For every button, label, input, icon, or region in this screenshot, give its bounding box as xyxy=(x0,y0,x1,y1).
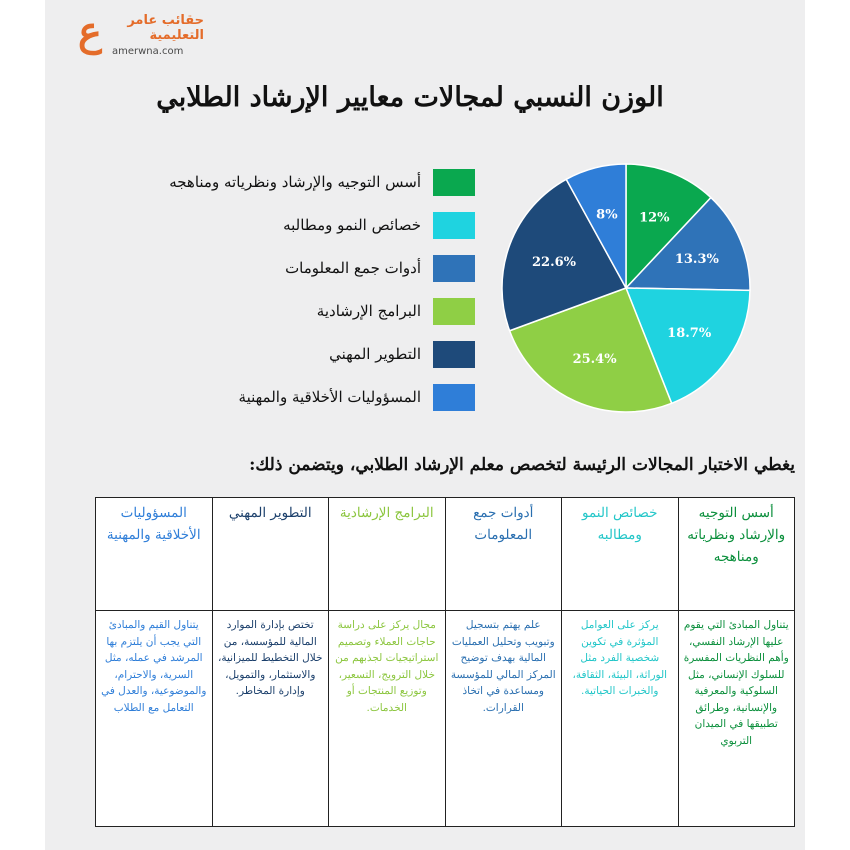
logo xyxy=(78,10,218,60)
legend-item xyxy=(110,383,475,411)
table-cell: يتناول القيم والمبادئ التي يجب أن يلتزم بها المرشد في عمله، مثل السرية، والاحترام، والموضوعية، والعدل في التعامل مع الطلاب xyxy=(96,611,213,827)
table-header-cell: أسس التوجيه والإرشاد ونظرياته ومناهجه xyxy=(678,498,795,611)
table-header-cell: المسؤوليات الأخلاقية والمهنية xyxy=(96,498,213,611)
table-cell: علم يهتم بتسجيل وتبويب وتحليل العمليات المالية بهدف توضيح المركز المالي للمؤسسة ومساعدة في اتخاذ القرارات. xyxy=(445,611,562,827)
table-cell: مجال يركز على دراسة حاجات العملاء وتصميم استراتيجيات لجذبهم من خلال الترويج، التسعير، وتوزيع المنتجات أو الخدمات. xyxy=(329,611,446,827)
table-row xyxy=(96,611,795,827)
legend-swatch xyxy=(433,298,475,325)
pie-data-label: 13.3% xyxy=(674,252,719,268)
table-header-cell: البرامج الإرشادية xyxy=(329,498,446,611)
legend-label: البرامج الإرشادية xyxy=(316,302,421,320)
legend-item xyxy=(110,297,475,325)
pie-data-label: 12% xyxy=(639,210,670,226)
legend-item xyxy=(110,340,475,368)
pie-data-label: 18.7% xyxy=(667,325,712,341)
table-cell: تختص بإدارة الموارد المالية للمؤسسة، من خلال التخطيط للميزانية، والاستثمار، والتمويل، وإدارة المخاطر. xyxy=(212,611,329,827)
legend-item xyxy=(110,211,475,239)
pie-data-label: 22.6% xyxy=(531,255,577,271)
table-header-row xyxy=(96,498,795,611)
logo-mark-icon: ع xyxy=(78,8,102,55)
table-cell: يركز على العوامل المؤثرة في تكوين شخصية الفرد مثل الوراثة، البيئة، الثقافة، والخبرات الحياتية. xyxy=(562,611,679,827)
legend-item xyxy=(110,254,475,282)
pie-data-label: 25.4% xyxy=(572,352,617,368)
legend-label: خصائص النمو ومطالبه xyxy=(283,216,421,234)
legend-label: أدوات جمع المعلومات xyxy=(285,259,421,277)
logo-text xyxy=(112,13,204,43)
legend-label: المسؤوليات الأخلاقية والمهنية xyxy=(238,388,421,406)
legend-label: أسس التوجيه والإرشاد ونظرياته ومناهجه xyxy=(169,173,421,191)
logo-line-1: حقائب عامر xyxy=(127,13,204,28)
legend-label: التطوير المهني xyxy=(329,345,421,363)
domains-table xyxy=(95,497,795,827)
legend-swatch xyxy=(433,255,475,282)
legend-swatch xyxy=(433,169,475,196)
logo-url: amerwna.com xyxy=(112,46,184,57)
table-header-cell: أدوات جمع المعلومات xyxy=(445,498,562,611)
table-header-cell: خصائص النمو ومطالبه xyxy=(562,498,679,611)
pie-chart xyxy=(498,160,754,416)
page-title: الوزن النسبي لمجالات معايير الإرشاد الطلابي xyxy=(156,82,664,113)
section-subtitle: يغطي الاختبار المجالات الرئيسة لتخصص معلم الإرشاد الطلابي، ويتضمن ذلك: xyxy=(249,455,795,475)
logo-line-2: التعليمية xyxy=(149,28,204,43)
legend-swatch xyxy=(433,341,475,368)
table-header-cell: التطوير المهني xyxy=(212,498,329,611)
legend-swatch xyxy=(433,384,475,411)
legend-swatch xyxy=(433,212,475,239)
table-cell: يتناول المبادئ التي يقوم عليها الإرشاد النفسي، وأهم النظريات المفسرة للسلوك الإنساني، مثل السلوكية والمعرفية والإنسانية، وطرائق تطبيقها في الميدان التربوي xyxy=(678,611,795,827)
pie-data-label: 8% xyxy=(596,207,618,223)
legend-item xyxy=(110,168,475,196)
